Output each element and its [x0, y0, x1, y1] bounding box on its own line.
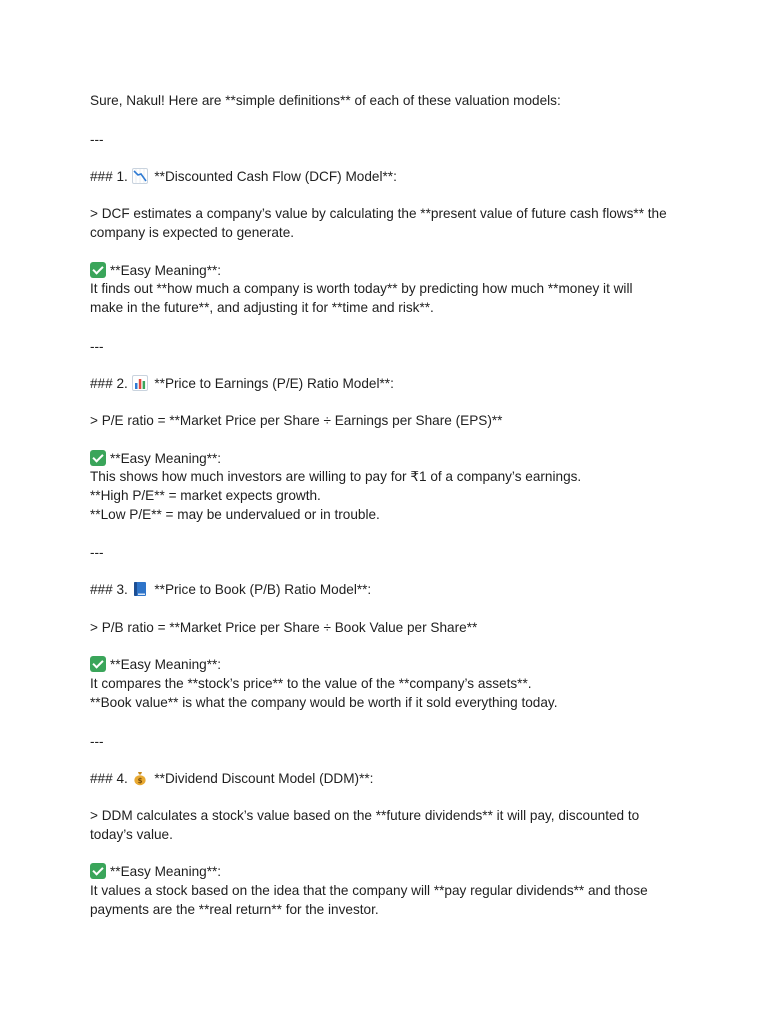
- check-mark-icon: [90, 656, 106, 672]
- check-mark-icon: [90, 262, 106, 278]
- blue-book-icon: [132, 581, 148, 597]
- heading-prefix: ### 4.: [90, 771, 128, 786]
- section-4-quote-line-1: > DDM calculates a stock’s value based on the **future dividends** it will pay, discounted to: [90, 808, 640, 823]
- section-2-easy-line-1: This shows how much investors are willing to pay for ₹1 of a company’s earnings.: [90, 469, 582, 484]
- section-3-title: **Price to Book (P/B) Ratio Model**:: [154, 582, 372, 597]
- section-1-quote-line-1: > DCF estimates a company’s value by calculating the **present value of future cash flows** the: [90, 206, 667, 221]
- svg-text:$: $: [137, 777, 143, 785]
- section-2-easy-line-2: **High P/E** = market expects growth.: [90, 488, 321, 503]
- section-2-easy-label: [90, 449, 690, 468]
- section-1-easy-label: [90, 261, 690, 280]
- bar-chart-icon: [132, 375, 148, 391]
- section-1-title: **Discounted Cash Flow (DCF) Model**:: [154, 169, 397, 184]
- easy-meaning-label: **Easy Meaning**:: [110, 451, 222, 466]
- heading-prefix: ### 2.: [90, 376, 128, 391]
- heading-prefix: ### 1.: [90, 169, 128, 184]
- section-4-heading: [90, 769, 690, 788]
- section-3-easy-line-1: It compares the **stock’s price** to the value of the **company’s assets**.: [90, 676, 532, 691]
- section-4-easy-line-2: payments are the **real return** for the investor.: [90, 902, 379, 917]
- divider: ---: [90, 734, 104, 749]
- heading-prefix: ### 3.: [90, 582, 128, 597]
- money-bag-icon: [132, 770, 148, 786]
- easy-meaning-label: **Easy Meaning**:: [110, 657, 222, 672]
- section-2-title: **Price to Earnings (P/E) Ratio Model**:: [154, 376, 394, 391]
- section-1-quote-line-2: company is expected to generate.: [90, 225, 295, 240]
- divider: ---: [90, 339, 104, 354]
- section-4-quote-line-2: today’s value.: [90, 827, 173, 842]
- section-2-easy-line-3: **Low P/E** = may be undervalued or in trouble.: [90, 507, 380, 522]
- section-1-easy-line-2: make in the future**, and adjusting it for **time and risk**.: [90, 300, 434, 315]
- section-4-easy-label: [90, 862, 690, 881]
- section-4-title: **Dividend Discount Model (DDM)**:: [154, 771, 374, 786]
- chart-decreasing-icon: [132, 168, 148, 184]
- easy-meaning-label: **Easy Meaning**:: [110, 263, 222, 278]
- section-3-easy-label: [90, 655, 690, 674]
- section-1-easy-line-1: It finds out **how much a company is worth today** by predicting how much **money it will: [90, 281, 633, 296]
- divider: ---: [90, 132, 104, 147]
- check-mark-icon: [90, 863, 106, 879]
- section-1-heading: [90, 167, 690, 186]
- check-mark-icon: [90, 450, 106, 466]
- easy-meaning-label: **Easy Meaning**:: [110, 864, 222, 879]
- section-3-easy-line-2: **Book value** is what the company would be worth if it sold everything today.: [90, 695, 558, 710]
- intro-text: Sure, Nakul! Here are **simple definitions** of each of these valuation models:: [90, 93, 561, 108]
- section-4-easy-line-1: It values a stock based on the idea that the company will **pay regular dividends** and those: [90, 883, 648, 898]
- section-2-heading: [90, 374, 690, 393]
- divider: ---: [90, 545, 104, 560]
- section-2-quote-line-1: > P/E ratio = **Market Price per Share ÷ Earnings per Share (EPS)**: [90, 413, 503, 428]
- section-3-quote-line-1: > P/B ratio = **Market Price per Share ÷ Book Value per Share**: [90, 620, 478, 635]
- section-3-heading: [90, 580, 690, 599]
